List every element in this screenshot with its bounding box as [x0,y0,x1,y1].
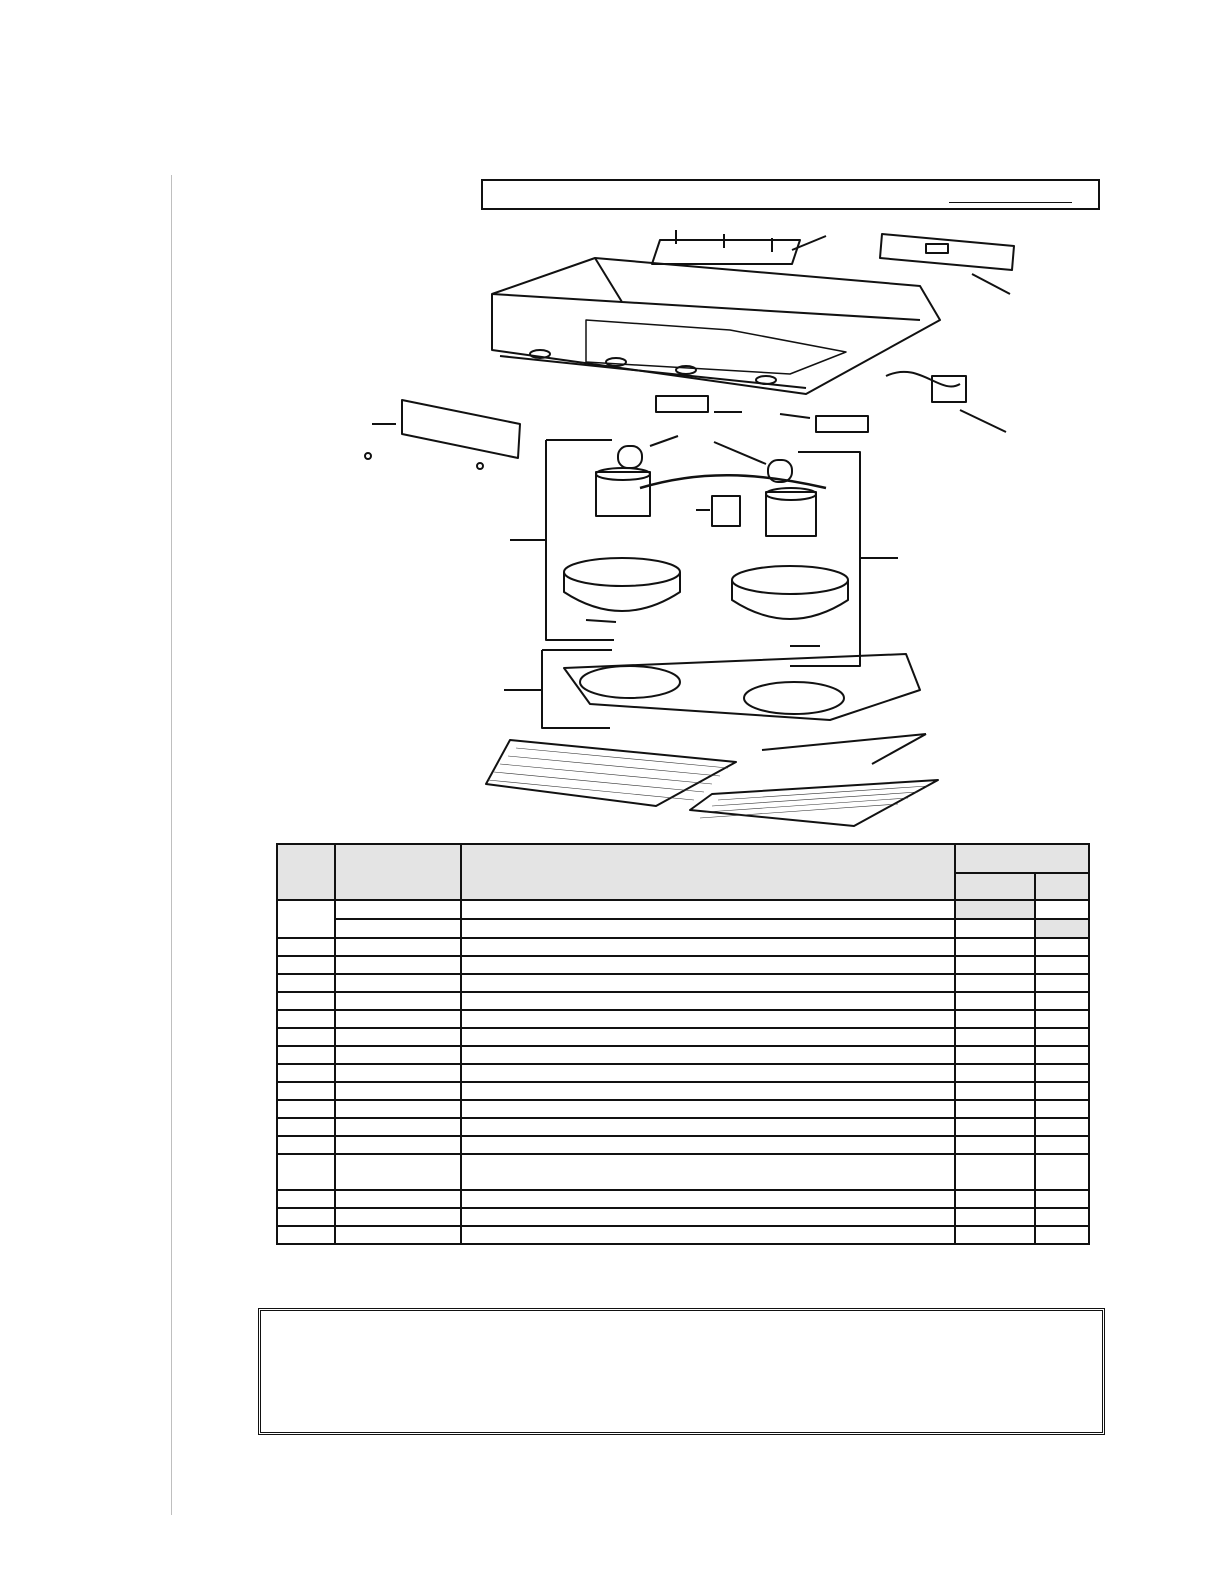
light-lens-left [656,396,708,412]
cell-key [277,1118,335,1136]
cell-qty-a [955,900,1035,919]
cell-description [461,1046,955,1064]
col-part-no [335,844,461,900]
table-row [277,1082,1089,1100]
cell-qty-a [955,974,1035,992]
leader-line [960,410,1006,432]
blower-bracket-right [790,452,860,666]
cell-qty-b [1035,1010,1089,1028]
cell-key [277,900,335,938]
cell-key [277,1046,335,1064]
cell-qty-a [955,1136,1035,1154]
capacitor-left [618,446,642,468]
parts-table [276,843,1090,1245]
table-row [277,1226,1089,1244]
cell-description [461,956,955,974]
table-row [277,1190,1089,1208]
cell-description [461,900,955,919]
grease-filter-right [690,780,938,826]
cell-description [461,1154,955,1190]
blower-wheel-right-body [732,580,848,619]
cell-part-no [335,1136,461,1154]
relay-box [712,496,740,526]
parts-list-header [481,179,1100,210]
cell-description [461,1100,955,1118]
control-switch [926,244,948,253]
table-row [277,1100,1089,1118]
cell-qty-a [955,1208,1035,1226]
leader-line [972,274,1010,294]
leader-line [780,414,810,418]
cell-description [461,1118,955,1136]
cell-qty-b [1035,1046,1089,1064]
cell-qty-b [1035,1028,1089,1046]
cell-description [461,974,955,992]
note-box [258,1308,1105,1435]
table-row [277,956,1089,974]
cell-key [277,1226,335,1244]
cell-qty-a [955,1226,1035,1244]
cell-description [461,938,955,956]
cell-description [461,1028,955,1046]
cell-qty-a [955,1154,1035,1190]
table-row [277,1010,1089,1028]
cell-description [461,1208,955,1226]
terminal-block [932,376,966,402]
cell-qty-b [1035,938,1089,956]
cell-part-no [335,900,461,919]
cell-part-no [335,1028,461,1046]
cell-description [461,1082,955,1100]
cell-key [277,1010,335,1028]
cell-key [277,1082,335,1100]
cell-part-no [335,919,461,938]
leader-line [792,236,826,250]
cell-key [277,1136,335,1154]
table-row [277,1208,1089,1226]
hood-front-edge [492,294,622,302]
cell-qty-b [1035,1154,1089,1190]
top-plate [652,240,800,264]
table-row [277,938,1089,956]
motor-left-top [596,468,650,480]
grease-filter-left [486,740,736,806]
cell-qty-a [955,919,1035,938]
cell-key [277,1154,335,1190]
cell-qty-b [1035,1190,1089,1208]
cell-part-no [335,1100,461,1118]
cell-qty-b [1035,1208,1089,1226]
cell-part-no [335,1154,461,1190]
cell-qty-a [955,1100,1035,1118]
cell-part-no [335,1226,461,1244]
cell-key [277,974,335,992]
cell-qty-b [1035,1064,1089,1082]
table-row [277,1064,1089,1082]
cell-part-no [335,1082,461,1100]
cell-qty-b [1035,956,1089,974]
cell-key [277,1190,335,1208]
motor-right-top [766,488,816,500]
col-description [461,844,955,900]
cell-qty-b [1035,1118,1089,1136]
cell-part-no [335,1010,461,1028]
cell-qty-b [1035,974,1089,992]
cell-qty-a [955,1064,1035,1082]
cell-description [461,1010,955,1028]
cell-key [277,956,335,974]
light-lens-right [816,416,868,432]
table-row [277,1154,1089,1190]
cell-description [461,1064,955,1082]
leader-line [650,436,678,446]
cell-qty-b [1035,1100,1089,1118]
cell-part-no [335,1190,461,1208]
motor-wiring [640,475,826,488]
cell-part-no [335,992,461,1010]
col-qty-b [1035,873,1089,900]
blower-wheel-left-body [564,572,680,611]
cell-key [277,992,335,1010]
housing-ring-right [744,682,844,714]
cell-key [277,938,335,956]
cell-part-no [335,956,461,974]
cell-qty-b [1035,1226,1089,1244]
table-row [277,992,1089,1010]
cell-qty-a [955,956,1035,974]
table-row [277,1046,1089,1064]
table-row [277,1136,1089,1154]
hood-port [756,376,776,384]
cell-qty-a [955,1118,1035,1136]
duct-connector [402,400,520,458]
exploded-parts-diagram [360,220,1120,840]
screw [365,453,371,459]
header-underline [949,202,1072,203]
leader-line [714,442,766,464]
table-row [277,974,1089,992]
cell-qty-b [1035,900,1089,919]
cell-qty-b [1035,1082,1089,1100]
cell-qty-b [1035,992,1089,1010]
col-key [277,844,335,900]
blower-housing-plate [564,654,920,720]
table-row [277,919,1089,938]
hood-front-fold [595,258,920,320]
hood-inner-opening [586,320,846,374]
housing-ring-left [580,666,680,698]
cell-part-no [335,1046,461,1064]
cell-description [461,919,955,938]
cell-part-no [335,1208,461,1226]
blower-wheel-left [564,558,680,586]
cell-key [277,1064,335,1082]
cell-description [461,1190,955,1208]
cell-part-no [335,938,461,956]
table-row [277,1028,1089,1046]
cell-qty-a [955,1046,1035,1064]
cell-qty-a [955,992,1035,1010]
cell-key [277,1100,335,1118]
cell-key [277,1208,335,1226]
blower-wheel-right [732,566,848,594]
cell-part-no [335,1064,461,1082]
cell-description [461,1226,955,1244]
cell-qty-b [1035,1136,1089,1154]
cell-qty-a [955,1082,1035,1100]
leader-line [586,620,616,622]
cell-description [461,1136,955,1154]
cell-qty-a [955,938,1035,956]
table-row [277,1118,1089,1136]
cell-part-no [335,974,461,992]
cell-qty-a [955,1010,1035,1028]
housing-bracket [542,650,612,728]
cell-part-no [335,1118,461,1136]
cell-key [277,1028,335,1046]
col-qty-group [955,844,1089,873]
table-row [277,900,1089,919]
cell-qty-b [1035,919,1089,938]
screw [477,463,483,469]
wiring-harness [886,372,960,387]
hood-port [606,358,626,366]
hood-body [492,258,940,394]
col-qty-a [955,873,1035,900]
cell-description [461,992,955,1010]
margin-rule [171,175,172,1515]
cell-qty-a [955,1028,1035,1046]
cell-qty-a [955,1190,1035,1208]
